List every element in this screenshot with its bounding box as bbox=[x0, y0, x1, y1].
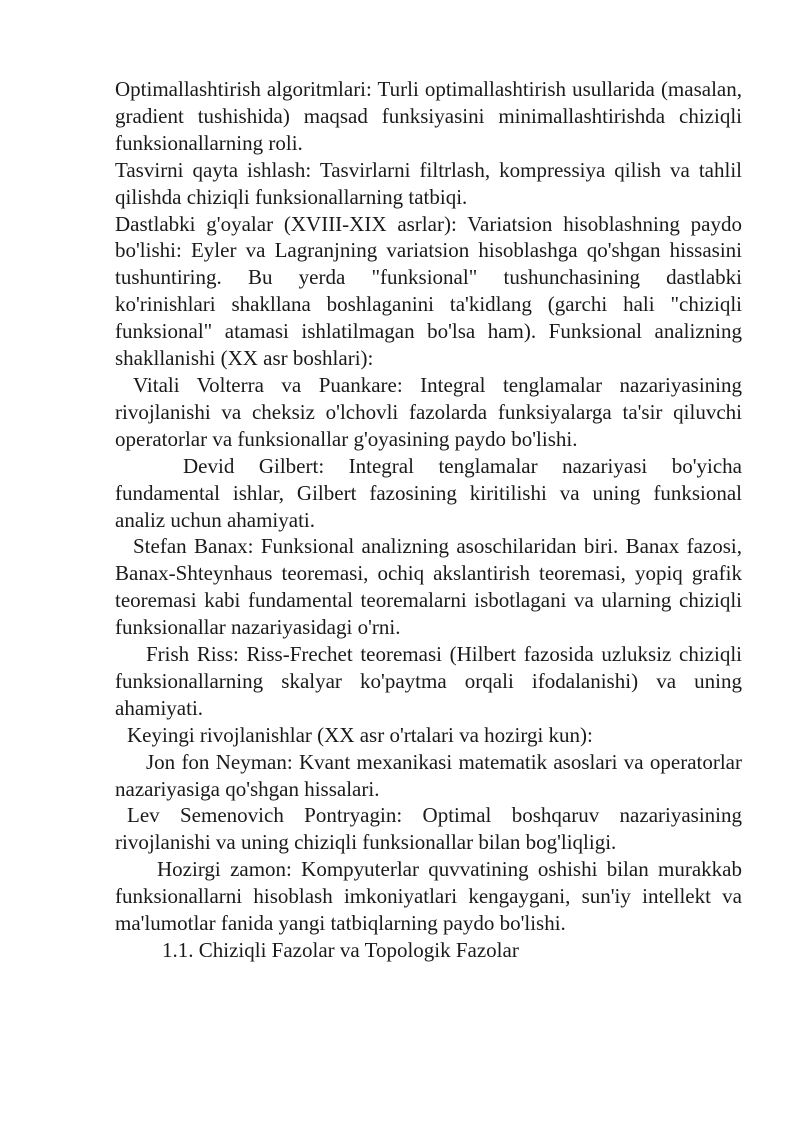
paragraph-image-processing: Tasvirni qayta ishlash: Tasvirlarni filtrlash, kompressiya qilish va tahlil qilishda chiziqli funksionallarning tatbiqi. bbox=[115, 157, 742, 209]
paragraph-later-developments: Keyingi rivojlanishlar (XX asr o'rtalari va hozirgi kun): bbox=[127, 722, 593, 747]
paragraph-pontryagin: Lev Semenovich Pontryagin: Optimal boshqaruv nazariyasining rivojlanishi va uning chiziqli funksionallar bilan bog'liqligi. bbox=[115, 803, 742, 855]
paragraph-banach: Stefan Banax: Funksional analizning asoschilaridan biri. Banax fazosi, Banax-Shteynhaus teoremasi, ochiq akslantirish teoremasi, yopiq grafik teoremasi kabi fundamental teoremalarni isbotlagani va ularning chiziqli funksionallar nazariyasidagi o'rni. bbox=[115, 534, 742, 640]
paragraph-early-ideas: Dastlabki g'oyalar (XVIII-XIX asrlar): Variatsion hisoblashning paydo bo'lishi: Eyler va Lagranjning variatsion hisoblashga qo'shgan hissasini tushuntiring. Bu yerda "funksional" tushunchasining dastlabki ko'rinishlari shakllana boshlaganini ta'kidlang (garchi hali "chiziqli funksional" atamasi ishlatilmagan bo'lsa ham). Funksional analizning shakllanishi (XX asr boshlari): bbox=[115, 211, 742, 371]
paragraph-riesz: Frish Riss: Riss-Frechet teoremasi (Hilbert fazosida uzluksiz chiziqli funksionallarning skalyar ko'paytma orqali ifodalanishi) va uning ahamiyati. bbox=[115, 642, 742, 720]
paragraph-optimization: Optimallashtirish algoritmlari: Turli optimallashtirish usullarida (masalan, gradient tushishida) maqsad funksiyasini minimallashtirishda chiziqli funksionallarning roli. bbox=[115, 77, 742, 155]
paragraph-modern-era: Hozirgi zamon: Kompyuterlar quvvatining oshishi bilan murakkab funksionallarni hisoblash imkoniyatlari kengaygani, sun'iy intellekt va ma'lumotlar fanida yangi tatbiqlarning paydo bo'lishi. bbox=[115, 857, 742, 936]
paragraph-von-neumann: Jon fon Neyman: Kvant mexanikasi matematik asoslari va operatorlar nazariyasiga qo'shgan hissalari. bbox=[115, 749, 742, 801]
section-heading: 1.1. Chiziqli Fazolar va Topologik Fazolar bbox=[162, 938, 519, 962]
paragraph-hilbert: Devid Gilbert: Integral tenglamalar nazariyasi bo'yicha fundamental ishlar, Gilbert fazosining kiritilishi va uning funksional analiz uchun ahamiyati. bbox=[115, 453, 742, 532]
document-page bbox=[115, 76, 742, 964]
paragraph-volterra-poincare: Vitali Volterra va Puankare: Integral tenglamalar nazariyasining rivojlanishi va cheksiz o'lchovli fazolarda funksiyalarga ta'sir qiluvchi operatorlar va funksionallar g'oyasining paydo bo'lishi. bbox=[115, 372, 742, 451]
